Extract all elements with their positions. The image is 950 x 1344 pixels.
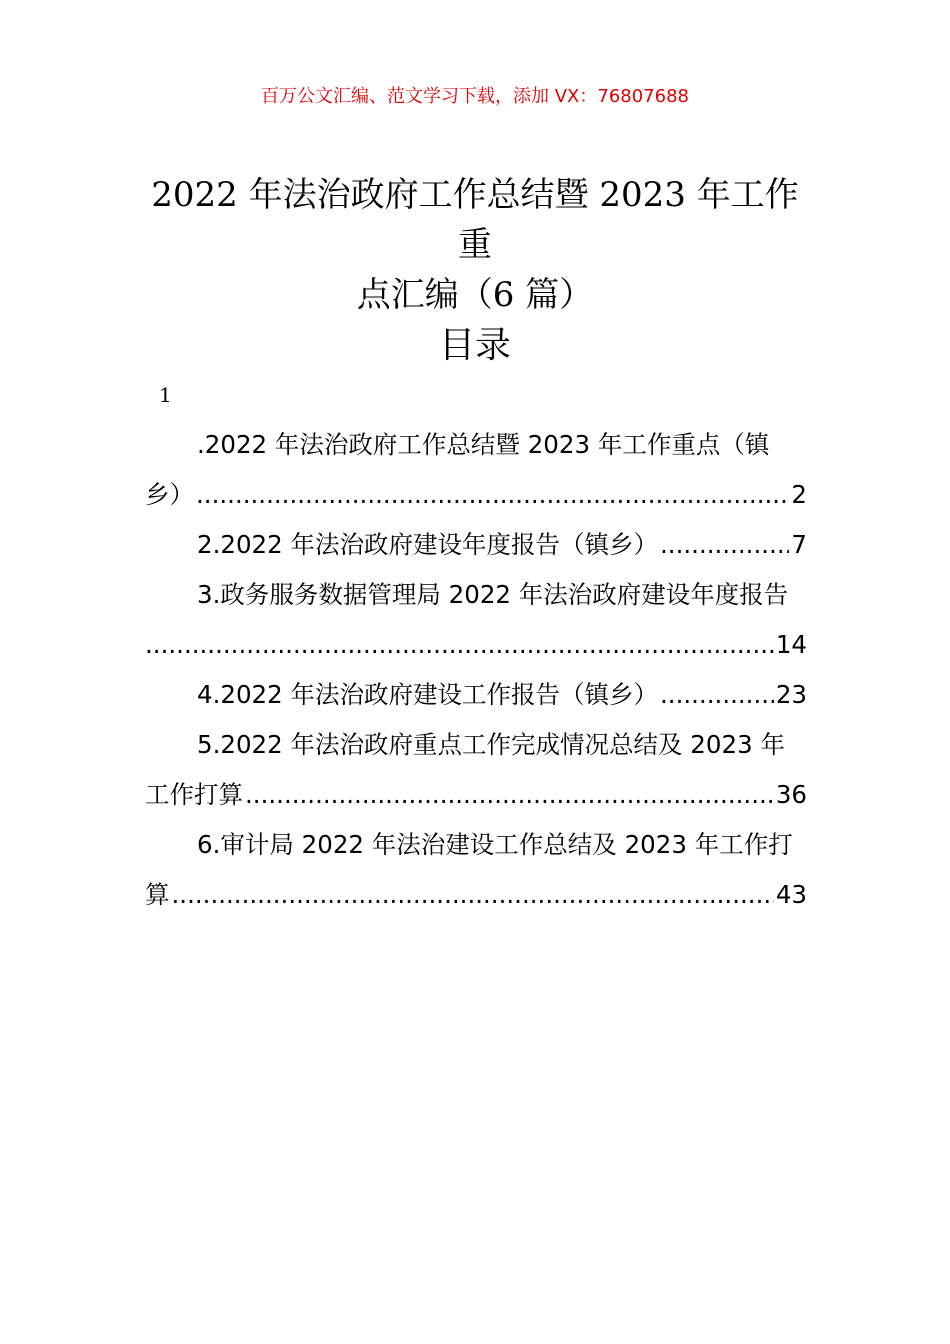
toc-entry-1-title-part-1: .2022 年法治政府工作总结暨 2023 年工作重点（镇 — [197, 430, 770, 459]
toc-entry-3-title: 3.政务服务数据管理局 2022 年法治政府建设年度报告 — [197, 580, 789, 609]
toc-entry-1-page: 2 — [791, 480, 807, 509]
toc-entry-1[interactable] — [145, 420, 807, 520]
toc-entry-3-page: 14 — [775, 630, 807, 659]
toc-entry-1-leader — [196, 470, 789, 520]
toc-entry-5-line-2 — [145, 770, 807, 820]
toc-entry-5[interactable] — [145, 720, 807, 820]
toc-entry-2-page: 7 — [791, 530, 807, 559]
toc-entry-5-title-part-1: 5.2022 年法治政府重点工作完成情况总结及 2023 年 — [197, 730, 785, 759]
toc-entry-4-leader — [660, 670, 774, 720]
toc-entry-2[interactable] — [145, 520, 807, 570]
toc-entry-3-line-1 — [145, 570, 807, 620]
toc-entry-4[interactable] — [145, 670, 807, 720]
toc-entry-4-page: 23 — [775, 680, 807, 709]
document-title-line-1: 2022 年法治政府工作总结暨 2023 年工作重 — [151, 175, 799, 265]
toc-entry-4-title: 4.2022 年法治政府建设工作报告（镇乡） — [197, 680, 659, 709]
toc-entry-5-line-1 — [145, 720, 807, 770]
toc-entry-6-line-2 — [145, 870, 807, 920]
document-title-line-2: 点汇编（6 篇） — [356, 275, 594, 315]
toc-entry-4-line-1 — [145, 670, 807, 720]
document-title — [140, 170, 810, 320]
toc-entry-6-leader — [172, 870, 774, 920]
toc-entry-6[interactable] — [145, 820, 807, 920]
toc-entry-5-page: 36 — [775, 780, 807, 809]
toc-heading: 目录 — [438, 325, 511, 366]
toc-entry-5-leader — [245, 770, 774, 820]
toc-entry-1-line-2 — [145, 470, 807, 520]
toc-entry-6-title-part-1: 6.审计局 2022 年法治建设工作总结及 2023 年工作打 — [197, 830, 793, 859]
toc-entry-3-leader — [145, 620, 774, 670]
toc-entry-2-title: 2.2022 年法治政府建设年度报告（镇乡） — [197, 530, 659, 559]
toc-entry-1-line-1 — [145, 420, 807, 470]
toc-entry-1-title-part-2: 乡） — [145, 480, 194, 509]
toc-entry-2-line-1 — [145, 520, 807, 570]
header-note — [0, 84, 950, 110]
toc-entry-2-leader — [660, 520, 789, 570]
toc-stray-number: 1 — [159, 383, 172, 407]
toc-entry-6-page: 43 — [775, 880, 807, 909]
header-note-text: 百万公文汇编、范文学习下载，添加 VX：76807688 — [261, 86, 689, 107]
toc-entry-3[interactable] — [145, 570, 807, 670]
toc-entry-3-line-2 — [145, 620, 807, 670]
toc-entry-6-title-part-2: 算 — [145, 880, 170, 909]
table-of-contents — [145, 420, 807, 920]
toc-entry-6-line-1 — [145, 820, 807, 870]
toc-entry-5-title-part-2: 工作打算 — [145, 780, 243, 809]
